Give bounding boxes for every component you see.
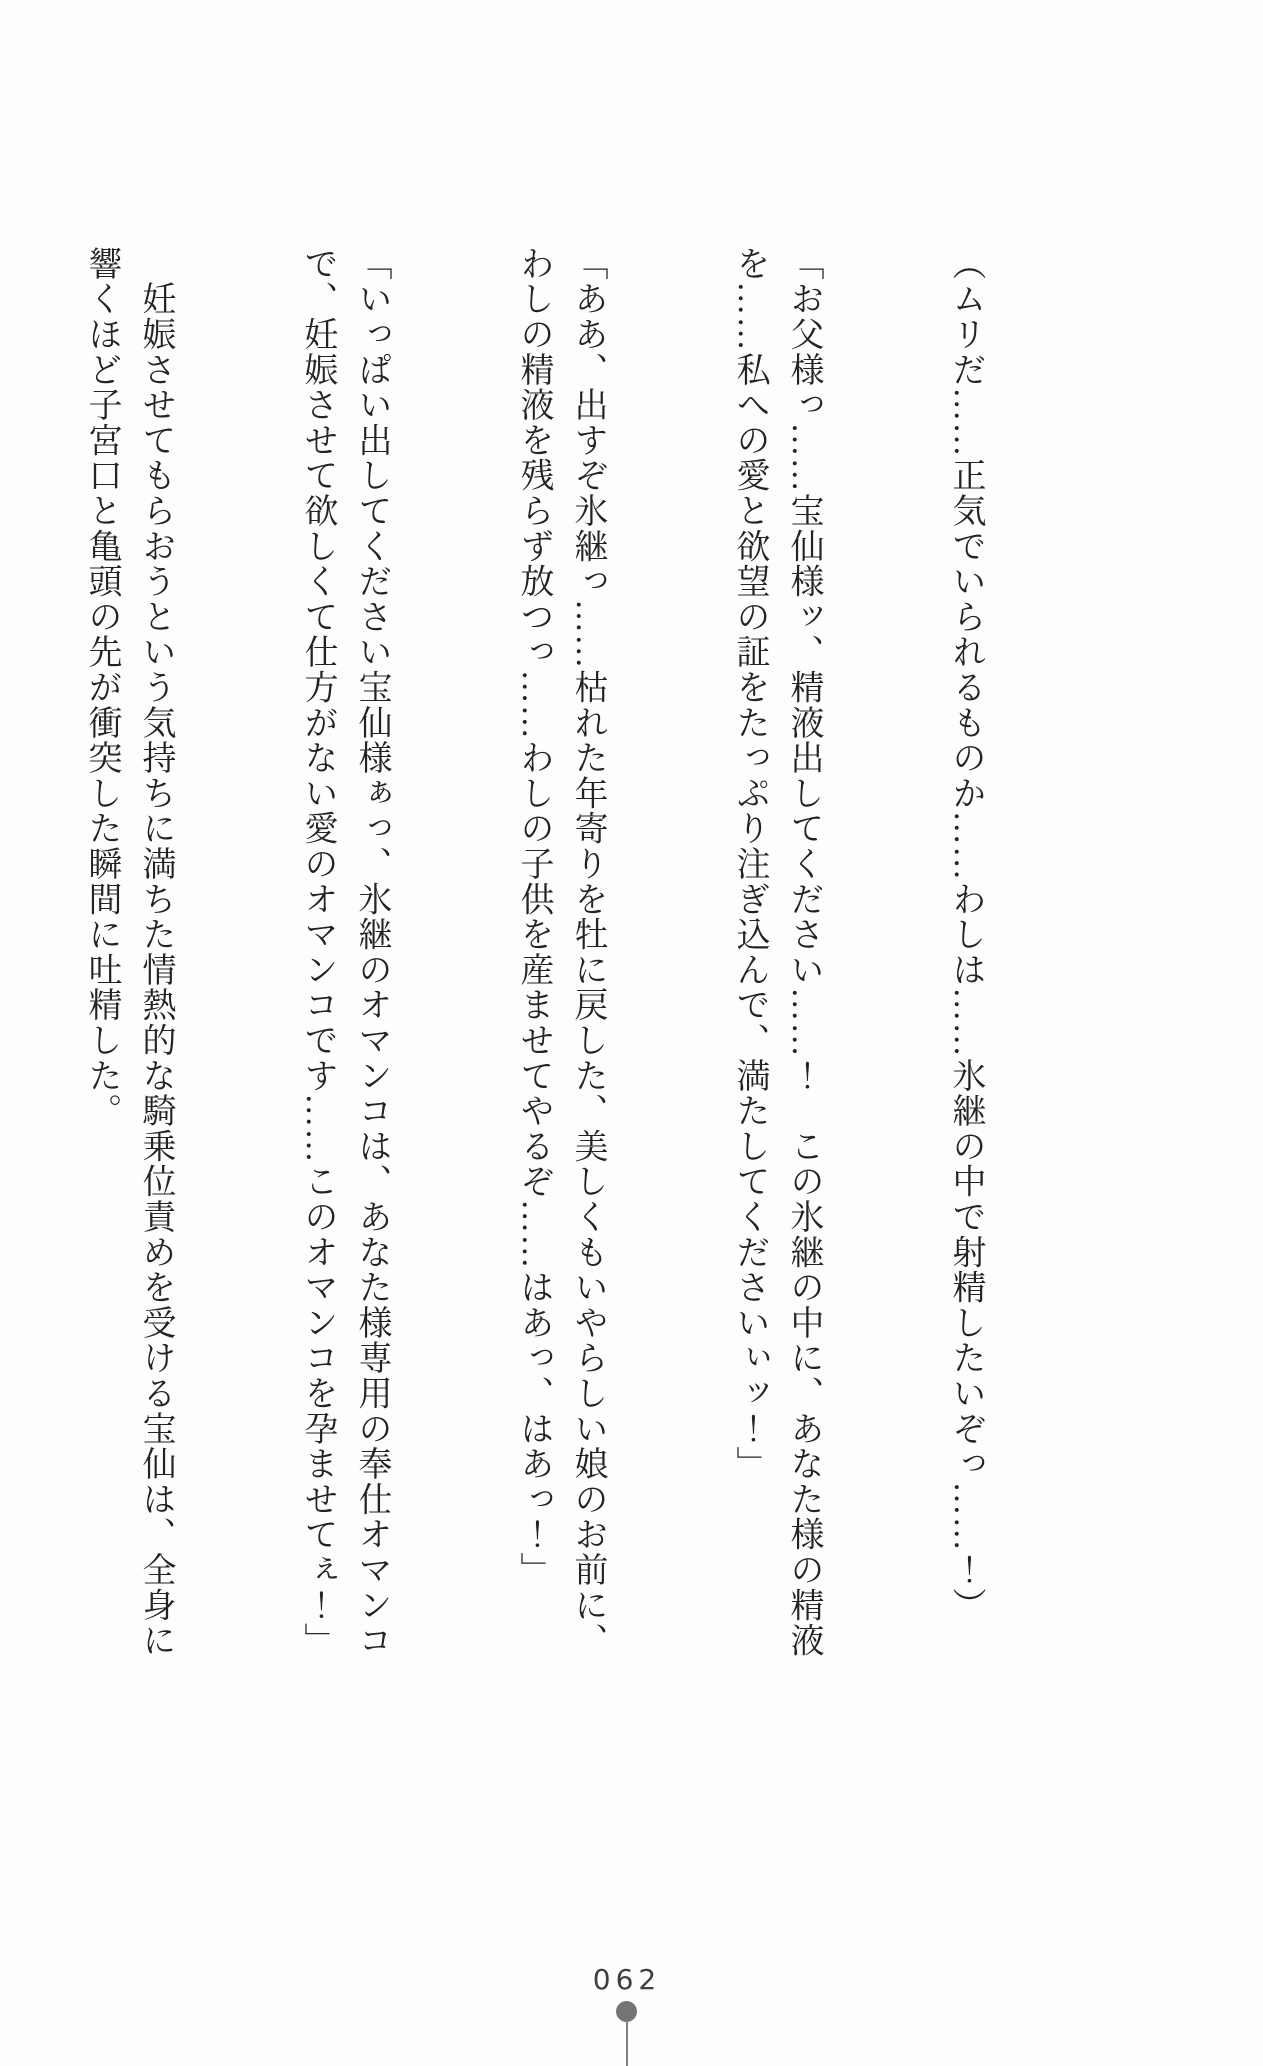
paragraph-dialogue-3: 「いっぱい出してください宝仙様ぁっ、氷継のオマンコは、あなた様専用の奉仕オマンコで、妊娠させて欲しくて仕方がない愛のオマンコです……このオマンコを孕ませてぇ！」 — [299, 246, 390, 1658]
paragraph-dialogue-1: 「お父様っ……宝仙様ッ、精液出してください……！ この氷継の中に、あなた様の精液を……私への愛と欲望の証をたっぷり注ぎ込んで、満たしてくださいぃッ！」 — [731, 246, 822, 1658]
paragraph-dialogue-2: 「ああ、出すぞ氷継っ……枯れた年寄りを牡に戻した、美しくもいやらしい娘のお前に、わしの精液を残らず放つっ……わしの子供を産ませてやるぞ……はあっ、はあっ！」 — [515, 246, 606, 1658]
paragraph-narration-1: 妊娠させてもらおうという気持ちに満ちた情熱的な騎乗位責めを受ける宝仙は、全身に響くほど子宮口と亀頭の先が衝突した瞬間に吐精した。 — [83, 246, 174, 1658]
paragraph-monologue: （ムリだ……正気でいられるものか……わしは……氷継の中で射精したいぞっ……！） — [947, 246, 984, 1623]
footer-rule-line — [626, 2020, 628, 2066]
vertical-text-block — [83, 246, 1100, 1680]
footer-dot-icon — [616, 2001, 637, 2022]
page-number: 062 — [592, 1963, 662, 1996]
